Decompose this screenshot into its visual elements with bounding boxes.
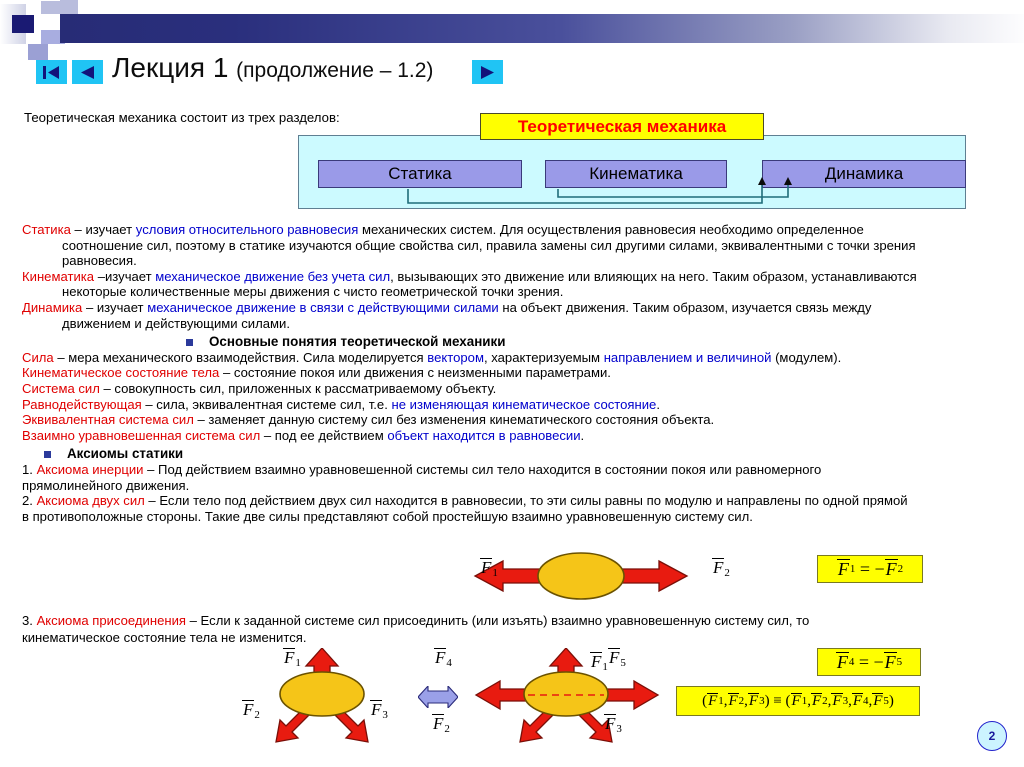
- concepts-heading: [22, 334, 1007, 350]
- figure1-label-f2: $F_2$: [713, 558, 730, 579]
- figure2-right-body: [462, 648, 672, 756]
- next-slide-icon: [478, 65, 497, 80]
- equivalence-arrow-icon: [418, 686, 458, 708]
- definition-kinematika-line1: Кинематика –изучает механическое движение без учета сил, вызывающих это движение или влияющих на него. Таким образом, устанавливаются: [22, 268, 917, 284]
- nav-prev-button[interactable]: [72, 60, 103, 84]
- axiom-1-line2: прямолинейного движения.: [22, 477, 190, 493]
- figure2-formula-top: F 4 = − F 5: [817, 648, 921, 676]
- prev-slide-icon: [78, 65, 97, 80]
- axiom-3-block: [22, 612, 1007, 646]
- definition-dinamika-line2: движением и действующими силами.: [62, 315, 290, 331]
- axiom-2-line2: в противоположные стороны. Такие две силы представляют собой простейшую взаимно уравновешенную систему сил.: [22, 508, 753, 524]
- header-deco-square-e: [28, 44, 48, 60]
- header-deco-square-white: [44, 14, 60, 30]
- definition-kinematika-line2: некоторые количественные меры движения с чисто геометрической точки зрения.: [62, 284, 564, 300]
- definition-statika-line1: Статика – изучает условия относительного равновесия механических систем. Для осуществления равновесия необходимо определенное: [22, 222, 864, 237]
- concept-kinematicheskoe-sostoyanie: Кинематическое состояние тела – состояние покоя или движения с неизменными параметрами.: [22, 365, 611, 381]
- header-deco-square-navy: [12, 15, 34, 33]
- axioms-heading: [22, 446, 1007, 462]
- page-title: [112, 52, 433, 84]
- figure2-right-label-f3: $F_3$: [605, 714, 622, 735]
- header-deco-square-a: [41, 1, 65, 14]
- bullet-square-icon: [44, 451, 51, 458]
- page-title-sub: (продолжение – 1.2): [236, 59, 434, 82]
- figure2-left-label-f3: $F_3$: [371, 700, 388, 721]
- diagram-box-kinematika[interactable]: Кинематика: [545, 160, 727, 188]
- axiom-1-line1: 1. Аксиома инерции – Под действием взаимно уравновешенной системы сил тело находится в состоянии покоя или равномерного: [22, 461, 822, 477]
- diagram-box-statika[interactable]: Статика: [318, 160, 522, 188]
- concepts-heading-label: Основные понятия теоретической механики: [209, 334, 506, 350]
- figure-two-forces: [455, 545, 785, 607]
- term-statika: Статика: [22, 222, 71, 237]
- figure2-left-label-f2: $F_2$: [243, 700, 260, 721]
- term-dinamika: Динамика: [22, 299, 83, 315]
- figure2-formula-bottom: ( F 1 , F 2 , F 3 ) ≡ ( F 1 , F 2 , F 3 , F 4 , F 5 ): [676, 686, 920, 716]
- definition-statika-line3: равновесия.: [62, 253, 137, 269]
- figure1-formula: F 1 = − F 2: [817, 555, 923, 583]
- page-title-main: Лекция 1: [112, 52, 229, 83]
- nav-first-button[interactable]: [36, 60, 67, 84]
- concept-vzaimno-uravnoveshennaya: Взаимно уравновешенная система сил – под ее действием объект находится в равновесии.: [22, 427, 585, 443]
- axiom-2-line1: 2. Аксиома двух сил – Если тело под действием двух сил находится в равновесии, то эти силы равны по модулю и направлены по одной прямой: [22, 493, 908, 509]
- figure1-label-f1: $F_1$: [481, 558, 498, 579]
- first-slide-icon: [42, 65, 61, 80]
- axiom-3-line1: 3. Аксиома присоединения – Если к заданной системе сил присоединить (или изъять) взаимно уравновешенную систему сил, то: [22, 613, 810, 628]
- definition-statika-line2: соотношение сил, поэтому в статике изучаются общие свойства сил, правила замены сил другими силами, эквивалентными с точки зрения: [62, 237, 916, 253]
- concept-ravnodeystvuyushchaya: Равнодействующая – сила, эквивалентная системе сил, т.е. не изменяющая кинематическое состояние.: [22, 396, 660, 412]
- diagram-connectors: [298, 135, 968, 211]
- axiom-3-line2: кинематическое состояние тела не изменится.: [22, 630, 307, 645]
- body-text-block: [22, 222, 1007, 524]
- header-gradient-band: [60, 14, 1024, 43]
- figure2-right-label-f1: $F_1$: [591, 652, 608, 673]
- diagram-box-dinamika[interactable]: Динамика: [762, 160, 966, 188]
- figure2-right-label-f2: $F_2$: [433, 714, 450, 735]
- axioms-heading-label: Аксиомы статики: [67, 446, 184, 462]
- figure2-right-label-f5: $F_5$: [609, 648, 626, 669]
- figure2-right-label-f4: $F_4$: [435, 648, 452, 669]
- nav-next-button[interactable]: [472, 60, 503, 84]
- term-kinematika: Кинематика: [22, 268, 95, 284]
- concept-ekvivalentnaya-sistema: Эквивалентная система сил – заменяет данную систему сил без изменения кинематического состояния объекта.: [22, 412, 715, 428]
- definition-dinamika-line1: Динамика – изучает механическое движение в связи с действующими силами на объект движения. Таким образом, изучается связь между: [22, 299, 872, 315]
- bullet-square-icon: [186, 339, 193, 346]
- page-number-badge: 2: [977, 721, 1007, 751]
- diagram-title-box: Теоретическая механика: [480, 113, 764, 140]
- concept-sistema-sil: Система сил – совокупность сил, приложенных к рассматриваемому объекту.: [22, 380, 497, 396]
- concept-sila: Сила – мера механического взаимодействия. Сила моделируется вектором, характеризуемым направлением и величиной (модулем).: [22, 349, 842, 365]
- intro-text: Теоретическая механика состоит из трех разделов:: [24, 110, 340, 125]
- figure2-left-label-f1: $F_1$: [284, 648, 301, 669]
- header-deco-square-f: [60, 44, 82, 60]
